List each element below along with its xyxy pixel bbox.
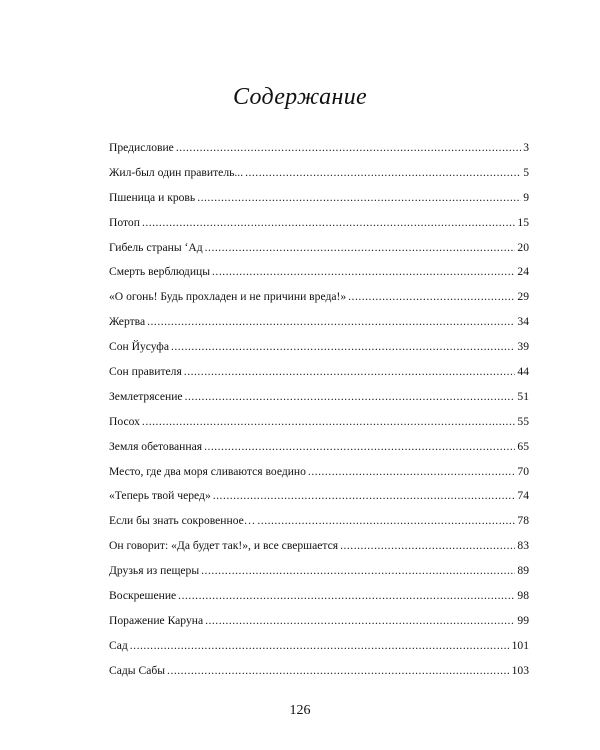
toc-leader-dots [142,415,515,428]
toc-entry-page: 5 [523,165,529,179]
toc-leader-dots [205,241,516,254]
toc-entry-page: 29 [517,290,529,304]
toc-leader-dots [167,664,510,677]
toc-entry-page: 39 [517,340,529,354]
toc-entry-page: 44 [517,365,529,379]
toc-leader-dots [171,340,515,353]
toc-entry-page: 98 [517,589,529,603]
toc-entry-page: 9 [523,190,529,204]
toc-entry-page: 78 [517,514,529,528]
toc-entry [109,191,529,216]
toc-entry-title: Сон Йусуфа [109,340,169,354]
toc-entry [109,290,529,315]
toc-entry [109,639,529,664]
toc-entry-page: 24 [517,265,529,279]
toc-entry-page: 101 [511,638,529,652]
toc-entry-title: Предисловие [109,141,174,154]
page-number: 126 [289,703,311,718]
toc-leader-dots [205,614,515,627]
toc-entry-title: Поражение Каруна [109,613,204,627]
toc-entry-title: Землетрясение [109,389,183,403]
toc-entry [109,141,529,166]
toc-entry-title: Смерть верблюдицы [109,265,211,279]
toc-leader-dots [142,216,515,229]
toc-entry-page: 65 [517,439,529,453]
toc-entry-title: «Теперь твой черед» [109,489,211,503]
toc-entry [109,614,529,639]
toc-entry [109,539,529,564]
toc-leader-dots [257,514,515,527]
toc-leader-dots [197,191,521,204]
toc-entry [109,664,529,689]
toc-entry-page: 15 [517,215,529,229]
toc-entry [109,589,529,614]
toc-entry-page: 51 [517,389,529,403]
toc-entry [109,340,529,365]
toc-entry-page: 89 [517,564,529,578]
toc-leader-dots [184,365,516,378]
toc-entry [109,315,529,340]
toc-entry-title: Пшеница и кровь [109,190,196,204]
toc-leader-dots [201,564,515,577]
toc-entry-title: Друзья из пещеры [109,564,200,578]
toc-entry-title: Земля обетованная [109,439,203,453]
toc-leader-dots [204,440,515,453]
toc-entry-title: Сады Сабы [109,663,166,677]
toc-leader-dots [245,166,521,179]
toc-leader-dots [212,265,515,278]
toc-entry-page: 3 [523,141,529,154]
toc-leader-dots [308,465,515,478]
toc-entry-title: Гибель страны ‘Ад [109,240,203,254]
toc-entry [109,440,529,465]
toc-entry [109,489,529,514]
toc-leader-dots [185,390,516,403]
toc-entry [109,514,529,539]
toc-entry-page: 20 [517,240,529,254]
toc-entry-page: 34 [517,315,529,329]
toc-entry-title: Воскрешение [109,589,177,603]
toc-leader-dots [213,489,516,502]
toc-entry [109,390,529,415]
toc-entry [109,241,529,266]
toc-entry-title: Если бы знать сокровенное… [109,514,256,528]
table-of-contents [109,141,529,689]
toc-entry-title: Посох [109,414,140,428]
toc-entry [109,365,529,390]
toc-leader-dots [176,141,521,154]
toc-entry-title: Потоп [109,215,140,229]
toc-leader-dots [130,639,510,652]
toc-entry-title: Жил-был один правитель... [109,165,244,179]
toc-entry-title: Жертва [109,315,146,329]
toc-entry-title: Сад [109,638,128,652]
toc-entry [109,415,529,440]
toc-entry-page: 74 [517,489,529,503]
toc-entry [109,564,529,589]
toc-entry [109,166,529,191]
toc-leader-dots [147,315,515,328]
toc-entry-page: 55 [517,414,529,428]
toc-entry-page: 103 [511,663,529,677]
toc-entry-title: Место, где два моря сливаются воедино [109,464,306,478]
toc-leader-dots [340,539,515,552]
toc-entry-page: 70 [517,464,529,478]
toc-entry [109,216,529,241]
toc-entry [109,465,529,490]
toc-entry-title: Сон правителя [109,365,182,379]
toc-entry-title: Он говорит: «Да будет так!», и все свершается [109,539,339,553]
toc-leader-dots [178,589,515,602]
toc-heading: Содержание [233,84,367,110]
toc-entry [109,265,529,290]
toc-entry-page: 99 [517,613,529,627]
toc-entry-page: 83 [517,539,529,553]
toc-leader-dots [348,290,515,303]
toc-entry-title: «О огонь! Будь прохладен и не причини вреда!» [109,290,347,304]
